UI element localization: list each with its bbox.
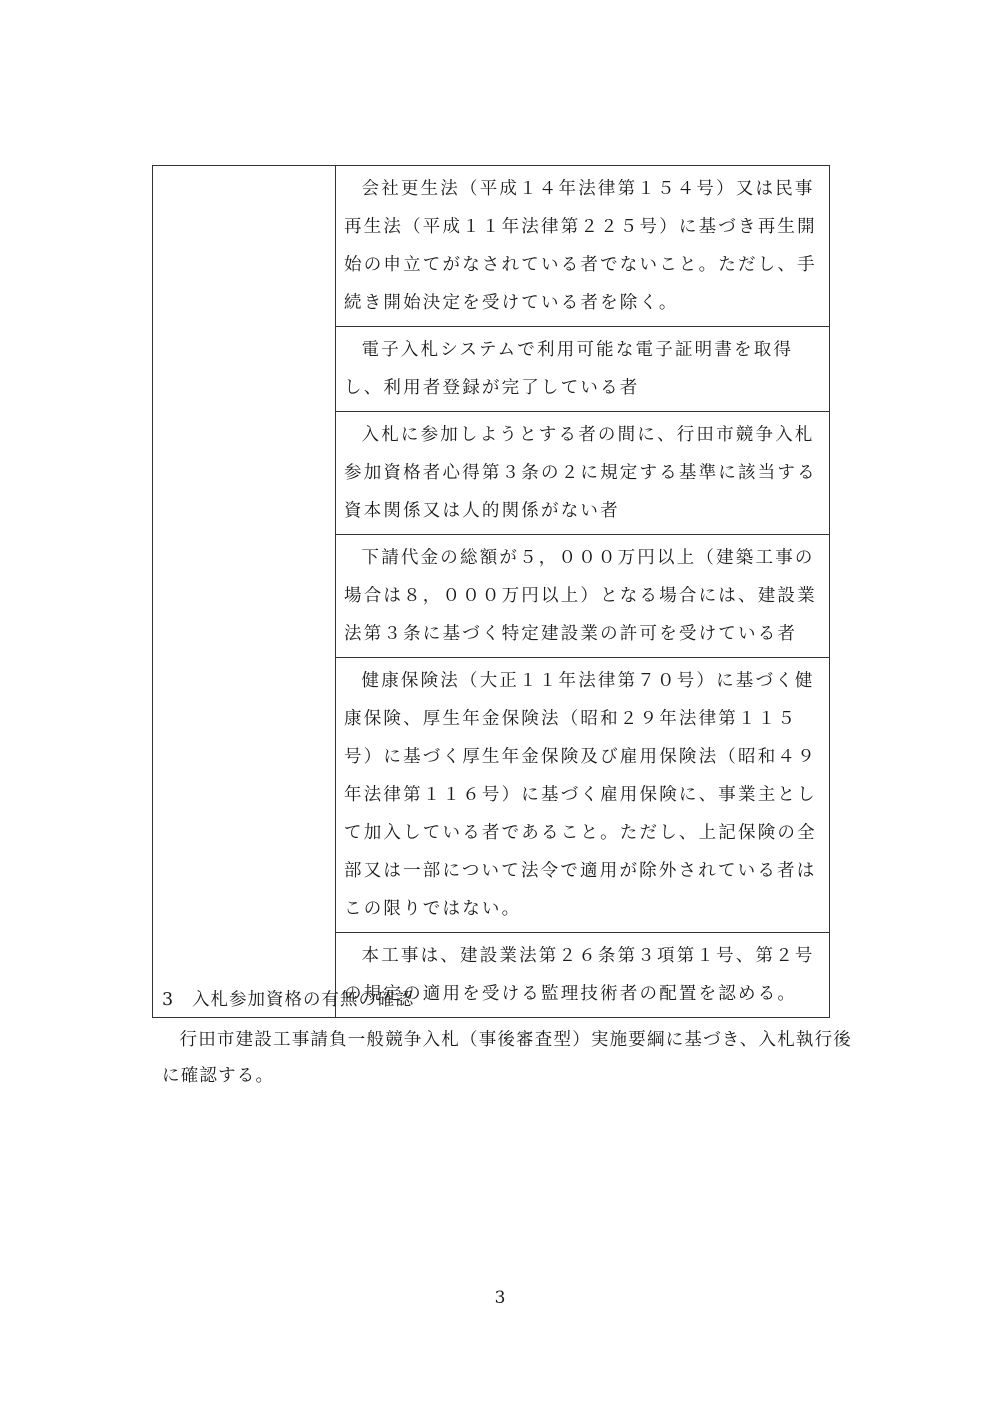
table-cell (336, 166, 830, 327)
table-label-cell (153, 166, 336, 1018)
section-number: 3 (162, 990, 175, 1010)
section-title: 入札参加資格の有無の確認 (192, 990, 414, 1010)
requirement-text: 会社更生法（平成１４年法律第１５４号）又は民事再生法（平成１１年法律第２２５号）に基づき再生開始の申立てがなされている者でないこと。ただし、手続き開始決定を受けている者を除く。 (344, 179, 817, 313)
requirement-text: 本工事は、建設業法第２６条第３項第１号、第２号の規定の適用を受ける監理技術者の配置を認める。 (344, 946, 815, 1004)
requirement-text: 入札に参加しようとする者の間に、行田市競争入札参加資格者心得第３条の２に規定する基準に該当する資本関係又は人的関係がない者 (344, 425, 817, 521)
table-cell (336, 535, 830, 658)
table-row (153, 166, 830, 327)
table-cell (336, 658, 830, 933)
requirement-text: 健康保険法（大正１１年法律第７０号）に基づく健康保険、厚生年金保険法（昭和２９年法律第１１５号）に基づく厚生年金保険及び雇用保険法（昭和４９年法律第１１６号）に基づく雇用保険に、事業主として加入している者であること。ただし、上記保険の全部又は一部について法令で適用が除外されている者はこの限りではない。 (344, 671, 817, 919)
page-number: 3 (494, 1288, 506, 1308)
section-heading (162, 986, 414, 1014)
requirement-text: 下請代金の総額が５，０００万円以上（建築工事の場合は８，０００万円以上）となる場合には、建設業法第３条に基づく特定建設業の許可を受けている者 (344, 548, 817, 644)
requirements-table (152, 165, 830, 1018)
table-cell (336, 412, 830, 535)
table-cell (336, 327, 830, 412)
requirement-text: 電子入札システムで利用可能な電子証明書を取得し、利用者登録が完了している者 (344, 340, 794, 398)
section-body: 行田市建設工事請負一般競争入札（事後審査型）実施要綱に基づき、入札執行後に確認する。 (162, 1030, 852, 1086)
